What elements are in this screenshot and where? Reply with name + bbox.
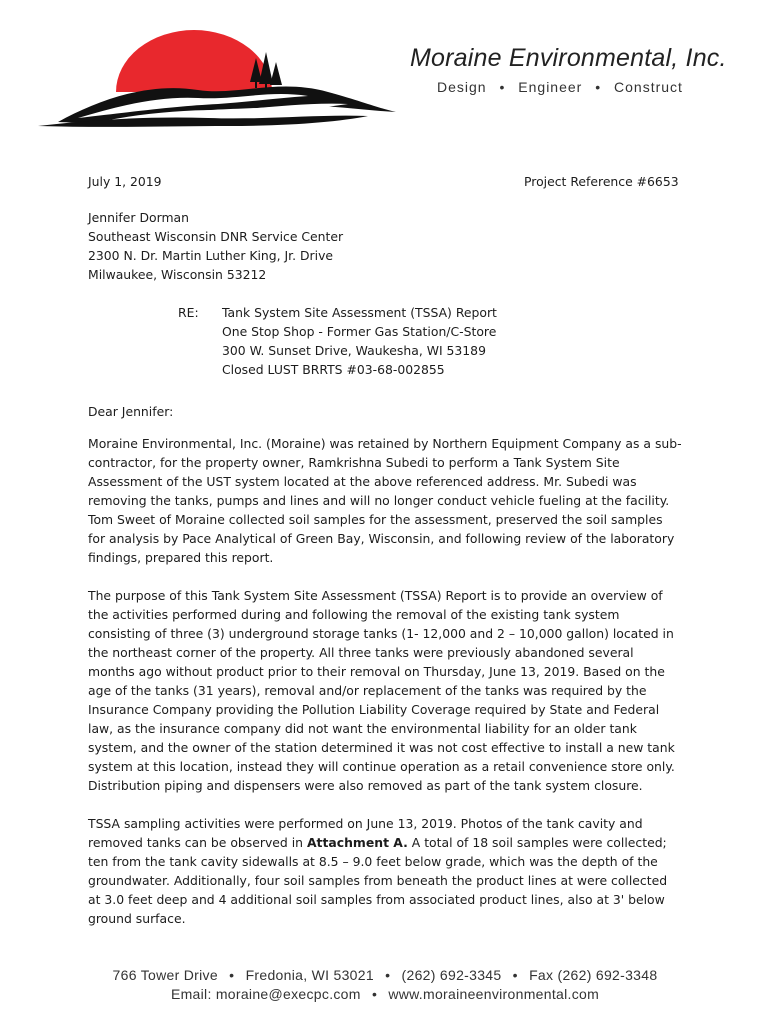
tagline-separator: • [499, 79, 506, 95]
footer-address: 766 Tower Drive [112, 967, 218, 983]
subject-line: 300 W. Sunset Drive, Waukesha, WI 53189 [222, 343, 486, 358]
footer-email: Email: moraine@execpc.com [170, 986, 361, 1002]
tagline-engineer: Engineer [518, 79, 583, 95]
company-name: Moraine Environmental, Inc. [410, 44, 727, 72]
subject-line: Tank System Site Assessment (TSSA) Report [222, 305, 497, 320]
footer-separator: • [371, 986, 378, 1002]
footer-phone: (262) 692-3345 [401, 967, 502, 983]
tagline-design: Design [437, 79, 487, 95]
logo-sun [116, 30, 272, 92]
body-paragraph-2: The purpose of this Tank System Site Assessment (TSSA) Report is to provide an overview of the activities performed during and following the removal of the existing tank system consisting of three (3) underground storage tanks (1- 12,000 and 2 – 10,000 gallon) located in the northeast corner of the property. All three tanks were previously abandoned several months ago without product prior to their removal on Thursday, June 13, 2019. Based on the age of the tanks (31 years), removal and/or replacement of the tanks was required by the Insurance Company providing the Pollution Liability Coverage required by State and Federal law, as the insurance company did not want the environmental liability for an older tank system, and the owner of the station determined it was not cost effective to install a new tank system at this location, instead they will continue operation as a retail convenience store only. Distribution piping and dispensers were also removed as part of the tank system closure. [88, 588, 675, 793]
tagline-construct: Construct [614, 79, 683, 95]
body-paragraph-3 [88, 814, 682, 928]
footer-separator: • [229, 967, 235, 983]
paragraph-3-text: TSSA sampling activities were performed on June 13, 2019. Photos of the tank cavity and removed tanks can be observed in [88, 816, 643, 850]
footer-separator: • [385, 967, 391, 983]
letter-date: July 1, 2019 [88, 174, 162, 189]
recipient-city: Milwaukee, Wisconsin 53212 [88, 267, 267, 282]
footer-city: Fredonia, WI 53021 [245, 967, 374, 983]
letterhead-footer [0, 966, 770, 1004]
footer-separator: • [512, 967, 518, 983]
project-reference: Project Reference #6653 [524, 174, 679, 189]
body-paragraph-1: Moraine Environmental, Inc. (Moraine) was retained by Northern Equipment Company as a sub-contractor, for the property owner, Ramkrishna Subedi to perform a Tank System Site Assessment of the UST system located at the above referenced address. Mr. Subedi was removing the tanks, pumps and lines and will no longer conduct vehicle fueling at the facility. Tom Sweet of Moraine collected soil samples for the assessment, preserved the soil samples for analysis by Pace Analytical of Green Bay, Wisconsin, and following review of the laboratory findings, prepared this report. [88, 436, 682, 565]
subject-line: One Stop Shop - Former Gas Station/C-Store [222, 324, 497, 339]
footer-website[interactable]: www.moraineenvironmental.com [388, 986, 600, 1002]
paragraph-3-text: A total of 18 soil samples were collected; ten from the tank cavity sidewalls at 8.5 – 9.0 feet below grade, which was the depth of the groundwater. Additionally, four soil samples from beneath the product lines at were collected at 3.0 feet deep and 4 additional soil samples from associated product lines, also at 3' below ground surface. [88, 835, 668, 926]
recipient-name: Jennifer Dorman [88, 210, 189, 225]
recipient-organization: Southeast Wisconsin DNR Service Center [88, 229, 344, 244]
attachment-reference: Attachment A. [306, 835, 408, 850]
tagline-separator: • [595, 79, 602, 95]
subject-line: Closed LUST BRRTS #03-68-002855 [222, 362, 445, 377]
subject-lines [222, 303, 497, 379]
moraine-logo-icon [38, 30, 398, 130]
company-tagline [437, 79, 683, 95]
footer-line-1 [0, 966, 770, 985]
salutation: Dear Jennifer: [88, 404, 174, 419]
recipient-address [88, 208, 343, 284]
footer-line-2 [0, 985, 770, 1004]
recipient-street: 2300 N. Dr. Martin Luther King, Jr. Drive [88, 248, 334, 263]
footer-fax: Fax (262) 692-3348 [529, 967, 658, 983]
subject-label: RE: [178, 305, 199, 320]
